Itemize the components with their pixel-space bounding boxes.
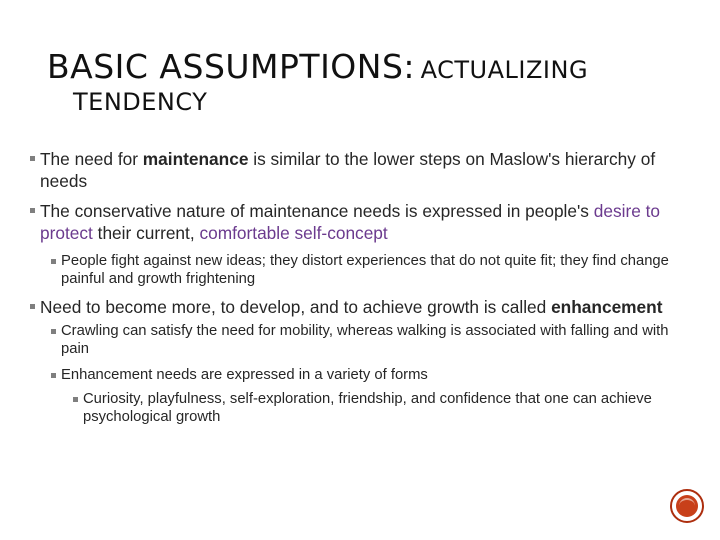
title-part-2: ACTUALIZING	[420, 56, 589, 84]
circle-nav-icon[interactable]	[670, 489, 704, 523]
square-bullet-icon	[51, 373, 56, 378]
square-bullet-icon	[73, 397, 78, 402]
highlight-self-concept: comfortable self-concept	[199, 223, 388, 243]
title-part-3: TENDENCY	[73, 88, 208, 116]
sub-list-item: People fight against new ideas; they distort experiences that do not quite fit; they find change painful and growth frightening	[26, 252, 691, 288]
square-bullet-icon	[30, 304, 35, 309]
list-item: Need to become more, to develop, and to achieve growth is called enhancement	[26, 296, 691, 318]
square-bullet-icon	[30, 208, 35, 213]
title-colon: :	[403, 47, 416, 86]
term-maintenance: maintenance	[142, 149, 249, 169]
highlight-desire-to-protect: desire to protect	[40, 201, 661, 243]
nav-button-fill	[676, 495, 698, 517]
square-bullet-icon	[51, 259, 56, 264]
square-bullet-icon	[30, 156, 35, 161]
sub-list-item: Crawling can satisfy the need for mobility, whereas walking is associated with falling and with pain	[26, 322, 691, 358]
sub-sub-list-item: Curiosity, playfulness, self-exploration, friendship, and confidence that one can achieve psychological growth	[26, 390, 691, 426]
bullet-list	[26, 148, 691, 432]
square-bullet-icon	[51, 329, 56, 334]
sub-list-item: Enhancement needs are expressed in a variety of forms	[26, 366, 691, 384]
term-enhancement: enhancement	[551, 297, 663, 317]
slide-title	[47, 47, 687, 116]
list-item: The conservative nature of maintenance needs is expressed in people's desire to protect their current, comfortable self-concept	[26, 200, 691, 244]
list-item: The need for maintenance is similar to the lower steps on Maslow's hierarchy of needs	[26, 148, 691, 192]
title-part-1: BASIC ASSUMPTIONS	[47, 47, 404, 86]
